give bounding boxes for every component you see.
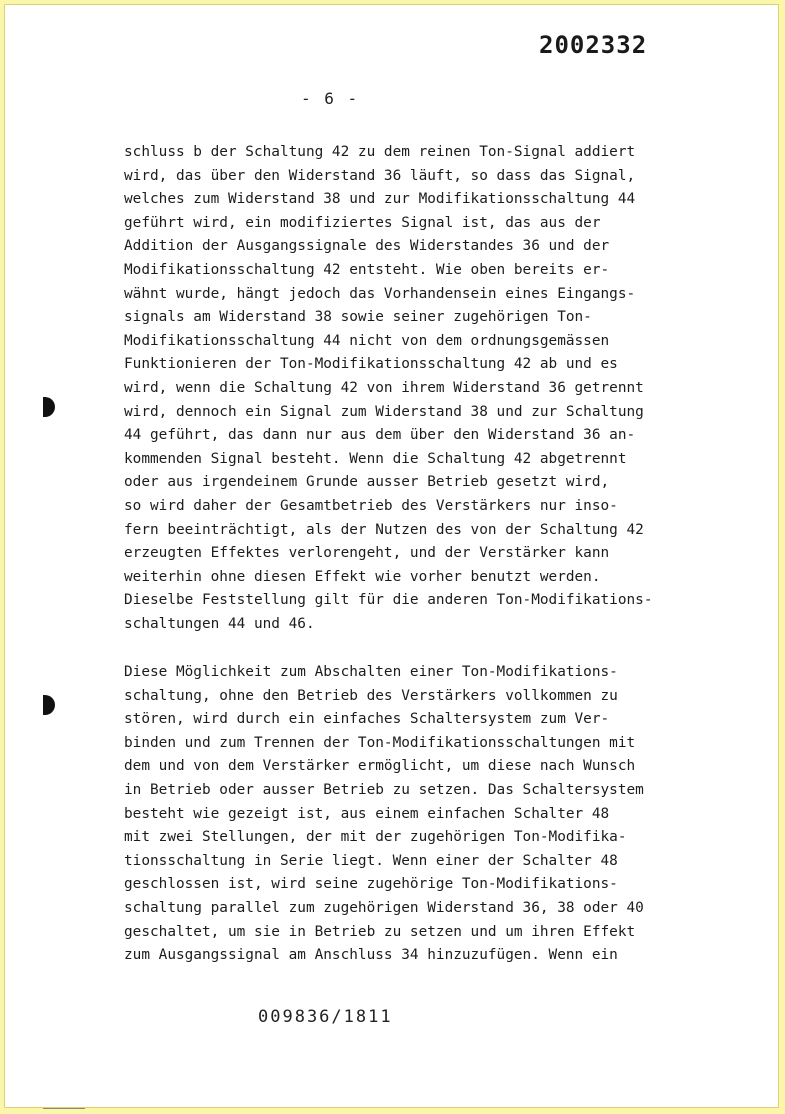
text-line: geschaltet, um sie in Betrieb zu setzen und um ihren Effekt [124, 923, 636, 940]
footer-code: 009836/1811 [258, 1007, 393, 1027]
text-line: wird, dennoch ein Signal zum Widerstand 38 und zur Schaltung [124, 403, 644, 420]
punch-hole-mark [43, 695, 55, 715]
text-line: in Betrieb oder ausser Betrieb zu setzen. Das Schaltersystem [124, 781, 644, 798]
text-line: Modifikationsschaltung 42 entsteht. Wie oben bereits er- [124, 261, 610, 278]
text-line: fern beeinträchtigt, als der Nutzen des von der Schaltung 42 [124, 521, 644, 538]
document-page [4, 4, 779, 1108]
text-line: wird, wenn die Schaltung 42 von ihrem Widerstand 36 getrennt [124, 379, 644, 396]
text-line: tionsschaltung in Serie liegt. Wenn einer der Schalter 48 [124, 852, 618, 869]
text-line: so wird daher der Gesamtbetrieb des Verstärkers nur inso- [124, 497, 618, 514]
text-line: Addition der Ausgangssignale des Widerstandes 36 und der [124, 238, 610, 255]
text-line: besteht wie gezeigt ist, aus einem einfachen Schalter 48 [124, 805, 610, 822]
page-number: - 6 - [301, 89, 360, 108]
bottom-rule [43, 1108, 85, 1109]
text-line: weiterhin ohne diesen Effekt wie vorher benutzt werden. [124, 568, 601, 585]
text-line: wird, das über den Widerstand 36 läuft, so dass das Signal, [124, 167, 636, 184]
text-line: dem und von dem Verstärker ermöglicht, um diese nach Wunsch [124, 758, 636, 775]
text-line: Diese Möglichkeit zum Abschalten einer Ton-Modifikations- [124, 664, 618, 680]
text-line: binden und zum Trennen der Ton-Modifikationsschaltungen mit [124, 734, 636, 751]
text-line: kommenden Signal besteht. Wenn die Schaltung 42 abgetrennt [124, 450, 627, 467]
text-line: erzeugten Effektes verlorengeht, und der Verstärker kann [124, 545, 610, 562]
text-line: Dieselbe Feststellung gilt für die anderen Ton-Modifikations- [124, 592, 653, 609]
text-line: schluss b der Schaltung 42 zu dem reinen Ton-Signal addiert [124, 144, 636, 160]
text-line: Funktionieren der Ton-Modifikationsschaltung 42 ab und es [124, 356, 618, 373]
text-line: Modifikationsschaltung 44 nicht von dem ordnungsgemässen [124, 332, 610, 349]
paragraph-2 [124, 661, 644, 968]
document-number: 2002332 [539, 31, 648, 59]
text-line: schaltungen 44 und 46. [124, 615, 315, 632]
text-line: stören, wird durch ein einfaches Schaltersystem zum Ver- [124, 711, 610, 728]
text-line: 44 geführt, das dann nur aus dem über den Widerstand 36 an- [124, 427, 636, 444]
text-line: geschlossen ist, wird seine zugehörige Ton-Modifikations- [124, 876, 618, 893]
text-line: signals am Widerstand 38 sowie seiner zugehörigen Ton- [124, 309, 592, 326]
text-line: geführt wird, ein modifiziertes Signal ist, das aus der [124, 214, 601, 231]
text-line: schaltung, ohne den Betrieb des Verstärkers vollkommen zu [124, 687, 618, 704]
paragraph-1 [124, 141, 653, 636]
text-line: zum Ausgangssignal am Anschluss 34 hinzuzufügen. Wenn ein [124, 947, 618, 964]
text-line: oder aus irgendeinem Grunde ausser Betrieb gesetzt wird, [124, 474, 610, 491]
text-line: welches zum Widerstand 38 und zur Modifikationsschaltung 44 [124, 191, 636, 208]
text-line: schaltung parallel zum zugehörigen Widerstand 36, 38 oder 40 [124, 899, 644, 916]
text-line: wähnt wurde, hängt jedoch das Vorhandensein eines Eingangs- [124, 285, 636, 302]
text-line: mit zwei Stellungen, der mit der zugehörigen Ton-Modifika- [124, 829, 627, 846]
punch-hole-mark [43, 397, 55, 417]
